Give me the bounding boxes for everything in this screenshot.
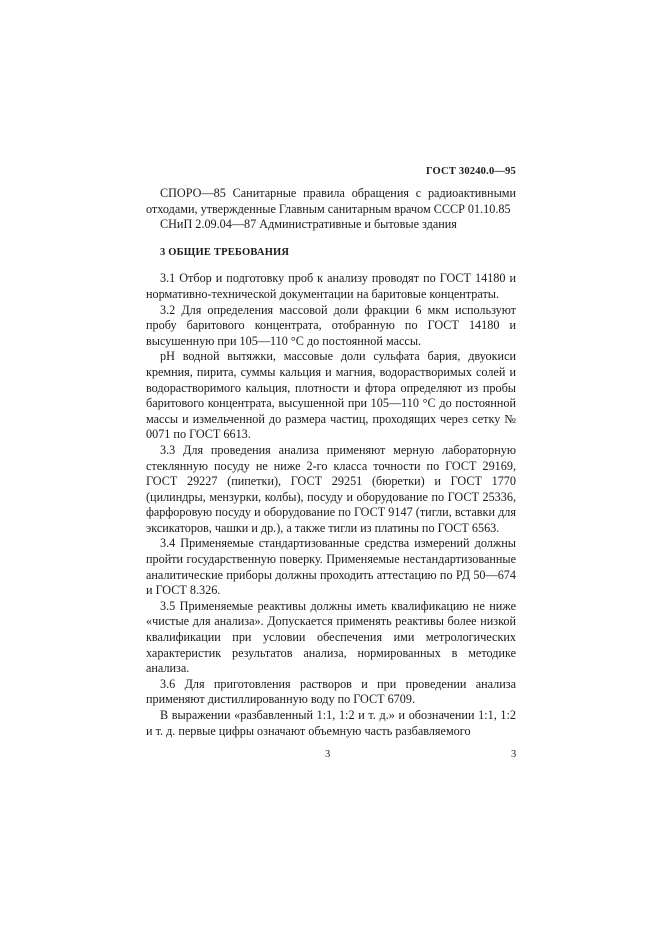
paragraph-3-5: 3.5 Применяемые реактивы должны иметь квалификацию не ниже «чистые для анализа». Допускается применять реактивы более низкой квалификации при условии обеспечения ими метрологических характеристик результатов анализа, нормированных в методике анализа. <box>146 598 516 676</box>
page-number-right: 3 <box>511 749 517 760</box>
paragraph-3-6: 3.6 Для приготовления растворов и при проведении анализа применяют дистиллированную воду по ГОСТ 6709. <box>146 676 516 707</box>
document-code-header: ГОСТ 30240.0—95 <box>425 166 516 177</box>
reference-snip: СНиП 2.09.04—87 Административные и бытовые здания <box>160 217 457 232</box>
section-title: 3 ОБЩИЕ ТРЕБОВАНИЯ <box>160 246 290 258</box>
paragraph-3-1: 3.1 Отбор и подготовку проб к анализу проводят по ГОСТ 14180 и нормативно-технической документации на баритовые концентраты. <box>146 271 516 301</box>
paragraph-ph: pH водной вытяжки, массовые доли сульфата бария, двуокиси кремния, пирита, суммы кальция и магния, водорастворимых солей и водорастворимого кальция, плотности и фтора определяют из пробы баритового концентрата, высушенной при 105—110 °С до постоянной массы и измельченной до размера частиц, проходящих через сетку № 0071 по ГОСТ 6613. <box>146 349 516 442</box>
paragraph-3-2: 3.2 Для определения массовой доли фракции 6 мкм используют пробу баритового концентрата, отобранную по ГОСТ 14180 и высушенную при 105—110 °С до постоянной массы. <box>146 302 516 348</box>
paragraph-3-3: 3.3 Для проведения анализа применяют мерную лабораторную стеклянную посуду не ниже 2-го класса точности по ГОСТ 29169, ГОСТ 29227 (пипетки), ГОСТ 29251 (бюретки) и ГОСТ 1770 (цилиндры, мензурки, колбы), посуду и оборудование по ГОСТ 25336, фарфоровую посуду и оборудование по ГОСТ 9147 (тигли, вставки для эксикаторов, чашки и др.), а также тигли из платины по ГОСТ 6563. <box>146 442 516 535</box>
paragraph-3-4: 3.4 Применяемые стандартизованные средства измерений должны пройти государственную поверку. Применяемые нестандартизованные аналитические приборы должны проходить аттестацию по РД 50—674 и ГОСТ 8.326. <box>146 536 516 598</box>
reference-sporo: СПОРО—85 Санитарные правила обращения с радиоактивными отходами, утвержденные Главным санитарным врачом СССР 01.10.85 <box>146 186 516 216</box>
page-number-center: 3 <box>325 749 331 760</box>
page-body <box>146 186 516 739</box>
paragraph-dilution: В выражении «разбавленный 1:1, 1:2 и т. д.» и обозначении 1:1, 1:2 и т. д. первые цифры означают объемную часть разбавляемого <box>146 708 516 738</box>
